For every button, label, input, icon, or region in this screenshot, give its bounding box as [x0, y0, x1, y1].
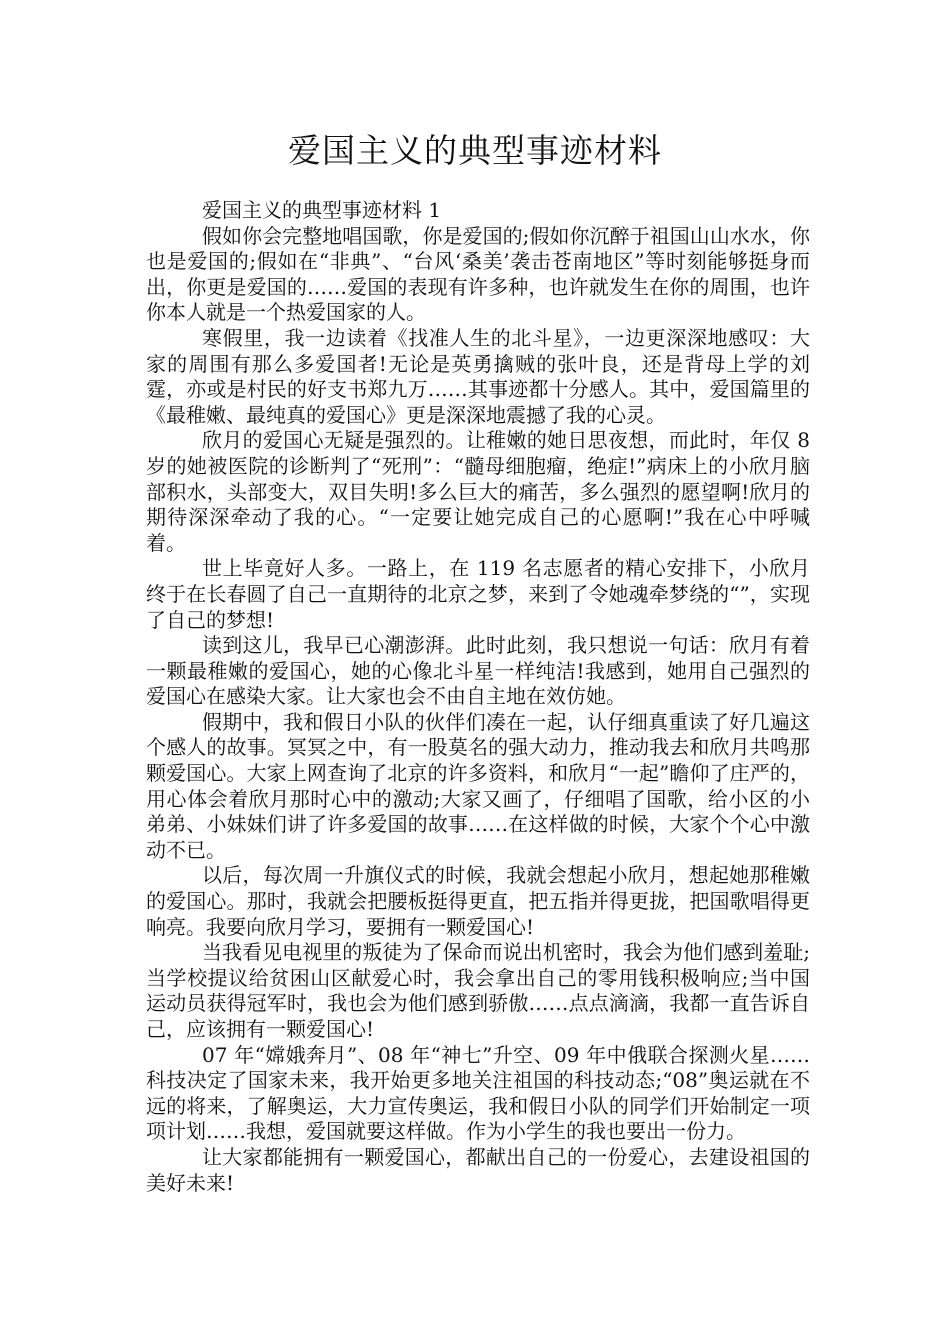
section-heading: 爱国主义的典型事迹材料 1	[202, 198, 442, 222]
paragraph-3: 欣月的爱国心无疑是强烈的。让稚嫩的她日思夜想，而此时，年仅 8 岁的她被医院的诊断判了“死刑”：“髓母细胞瘤，绝症!”病床上的小欣月脑部积水，头部变大，双目失明!多么巨大的痛苦，多么强烈的愿望啊!欣月的期待深深牵动了我的心。“一定要让她完成自己的心愿啊!”我在心中呼喊着。	[146, 428, 810, 555]
paragraph-2: 寒假里，我一边读着《找准人生的北斗星》，一边更深深地感叹：大家的周围有那么多爱国者!无论是英勇擒贼的张叶良，还是背母上学的刘霆，亦或是村民的好支书郑九万……其事迹都十分感人。其中，爱国篇里的《最稚嫩、最纯真的爱国心》更是深深地震撼了我的心灵。	[146, 325, 810, 427]
paragraph-6: 假期中，我和假日小队的伙伴们凑在一起，认仔细真重读了好几遍这个感人的故事。冥冥之中，有一股莫名的强大动力，推动我去和欣月共鸣那颗爱国心。大家上网查询了北京的许多资料，和欣月“一起”瞻仰了庄严的，用心体会着欣月那时心中的激动;大家又画了，仔细唱了国歌，给小区的小弟弟、小妹妹们讲了许多爱国的故事……在这样做的时候，大家个个心中激动不已。	[146, 709, 810, 862]
paragraph-1: 假如你会完整地唱国歌，你是爱国的;假如你沉醉于祖国山山水水，你也是爱国的;假如在“非典”、“台风‘桑美’袭击苍南地区”等时刻能够挺身而出，你更是爱国的……爱国的表现有许多种，也许就发生在你的周围，也许你本人就是一个热爱国家的人。	[146, 223, 810, 325]
paragraph-5: 读到这儿，我早已心潮澎湃。此时此刻，我只想说一句话：欣月有着一颗最稚嫩的爱国心，她的心像北斗星一样纯洁!我感到，她用自己强烈的爱国心在感染大家。让大家也会不由自主地在效仿她。	[146, 633, 810, 709]
paragraph-4: 世上毕竟好人多。一路上，在 119 名志愿者的精心安排下，小欣月终于在长春圆了自己一直期待的北京之梦，来到了令她魂牵梦绕的“”，实现了自己的梦想!	[146, 556, 810, 632]
paragraph-7: 以后，每次周一升旗仪式的时候，我就会想起小欣月，想起她那稚嫩的爱国心。那时，我就会把腰板挺得更直，把五指并得更拢，把国歌唱得更响亮。我要向欣月学习，要拥有一颗爱国心!	[146, 863, 810, 939]
document-title: 爱国主义的典型事迹材料	[288, 131, 662, 170]
paragraph-8: 当我看见电视里的叛徒为了保命而说出机密时，我会为他们感到羞耻;当学校提议给贫困山区献爱心时，我会拿出自己的零用钱积极响应;当中国运动员获得冠军时，我也会为他们感到骄傲……点点滴滴，我都一直告诉自己，应该拥有一颗爱国心!	[146, 940, 810, 1041]
document-body	[146, 198, 810, 1196]
paragraph-9: 07 年“嫦娥奔月”、08 年“神七”升空、09 年中俄联合探测火星……科技决定了国家未来，我开始更多地关注祖国的科技动态;“08”奥运就在不远的将来，了解奥运，大力宣传奥运，我和假日小队的同学们开始制定一项项计划……我想，爱国就要这样做。作为小学生的我也要出一份力。	[146, 1042, 810, 1144]
paragraph-10: 让大家都能拥有一颗爱国心，都献出自己的一份爱心，去建设祖国的美好未来!	[146, 1144, 810, 1195]
